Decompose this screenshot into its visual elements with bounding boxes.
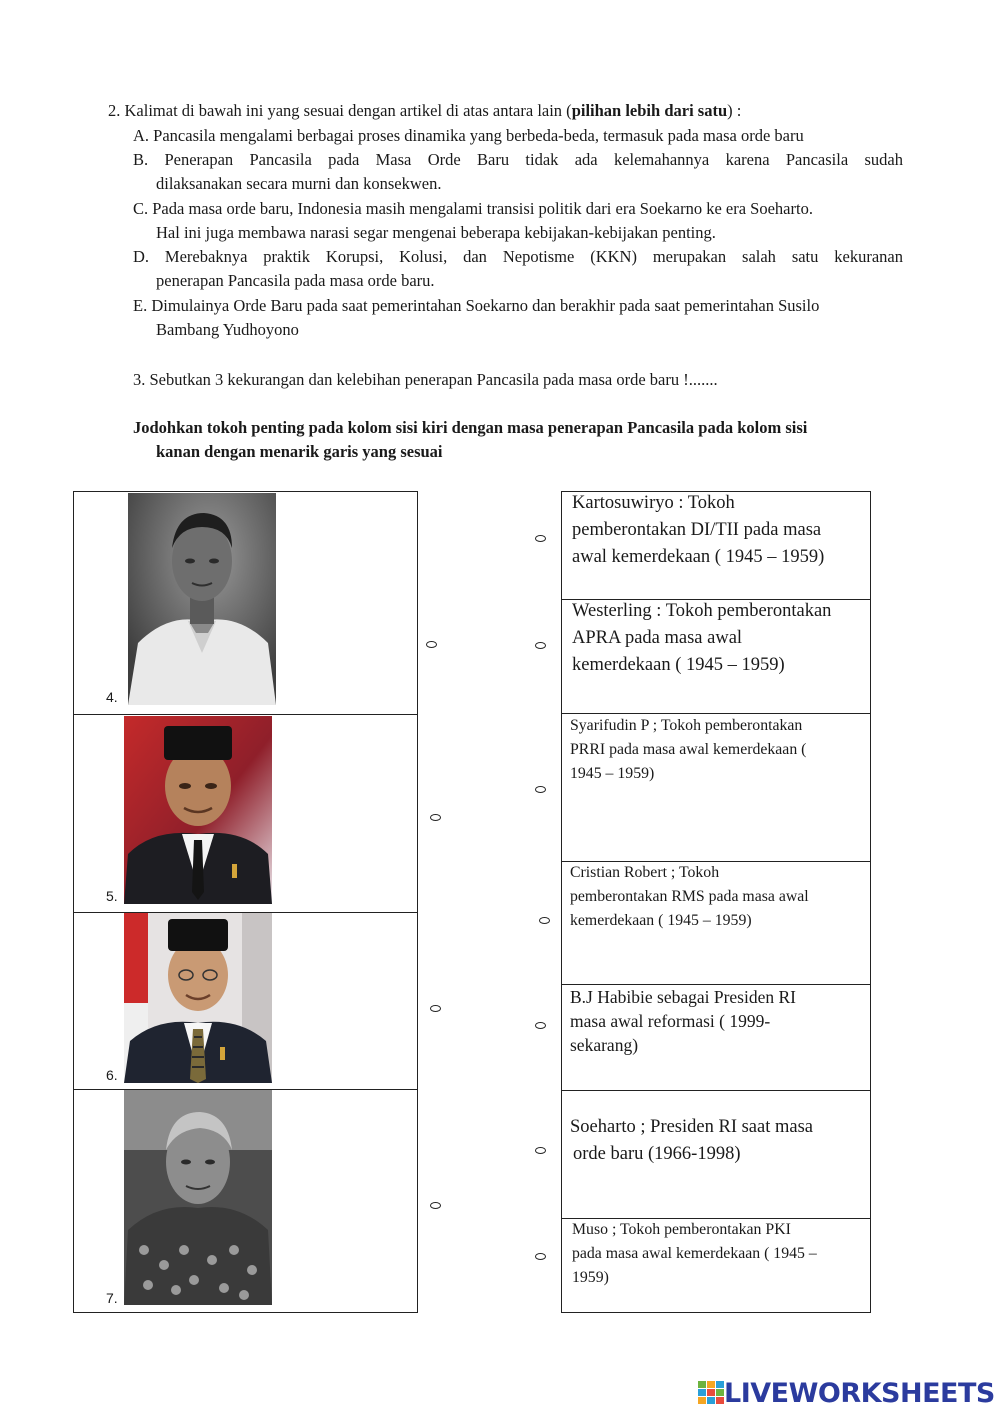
right-item-kartosuwiryo: Kartosuwiryo : Tokoh pemberontakan DI/TII pada masa awal kemerdekaan ( 1945 – 1959) [572, 493, 825, 567]
right-connector-5[interactable] [535, 1022, 546, 1029]
liveworksheets-text: LIVEWORKSHEETS [724, 1377, 995, 1409]
liveworksheets-watermark [698, 1377, 995, 1409]
item-number: 5. [106, 888, 118, 904]
right-connector-1[interactable] [535, 535, 546, 542]
right-item-cristian-robert: Cristian Robert ; Tokoh pemberontakan RMS pada masa awal kemerdekaan ( 1945 – 1959) [570, 864, 809, 929]
matching-instruction: Jodohkan tokoh penting pada kolom sisi kiri dengan masa penerapan Pancasila pada kolom sisi kanan dengan menarik garis yang sesuai [133, 418, 808, 461]
portrait-soeharto-color [124, 716, 272, 904]
right-connector-3[interactable] [535, 786, 546, 793]
left-column-table [73, 491, 418, 1313]
right-item-soeharto: Soeharto ; Presiden RI saat masa orde baru (1966-1998) [570, 1117, 814, 1164]
right-connector-6[interactable] [535, 1147, 546, 1154]
row-divider [562, 1090, 870, 1091]
option-b: B. Penerapan Pancasila pada Masa Orde Baru tidak ada kelemahannya karena Pancasila sudah dilaksanakan secara murni dan konsekwen. [133, 150, 903, 193]
liveworksheets-logo-icon [698, 1381, 724, 1405]
right-connector-2[interactable] [535, 642, 546, 649]
row-divider [74, 714, 417, 715]
portrait-habibie-color [124, 913, 272, 1083]
item-number: 4. [106, 689, 118, 705]
right-connector-7[interactable] [535, 1253, 546, 1260]
right-column-table [561, 491, 871, 1313]
right-connector-4[interactable] [539, 917, 550, 924]
right-item-habibie: B.J Habibie sebagai Presiden RI masa awal reformasi ( 1999- sekarang) [570, 987, 796, 1055]
item-number: 6. [106, 1067, 118, 1083]
question-3: 3. Sebutkan 3 kekurangan dan kelebihan penerapan Pancasila pada masa orde baru !....... [133, 370, 718, 389]
left-connector-6[interactable] [430, 1005, 441, 1012]
left-connector-7[interactable] [430, 1202, 441, 1209]
left-connector-5[interactable] [430, 814, 441, 821]
left-connector-4[interactable] [426, 641, 437, 648]
portrait-elderly-man-bw [124, 1090, 272, 1305]
question-2: 2. Kalimat di bawah ini yang sesuai dengan artikel di atas antara lain (pilihan lebih dari satu) : [108, 101, 742, 120]
portrait-man-white-suit-bw [128, 493, 276, 705]
option-d: D. Merebaknya praktik Korupsi, Kolusi, dan Nepotisme (KKN) merupakan salah satu kekuranan penerapan Pancasila pada masa orde baru. [133, 247, 903, 290]
right-item-muso: Muso ; Tokoh pemberontakan PKI pada masa awal kemerdekaan ( 1945 – 1959) [572, 1221, 817, 1286]
option-c: C. Pada masa orde baru, Indonesia masih mengalami transisi politik dari era Soekarno ke era Soeharto. Hal ini juga membawa narasi segar mengenai beberapa kebijakan-kebijakan penting. [133, 199, 813, 242]
option-e: E. Dimulainya Orde Baru pada saat pemerintahan Soekarno dan berakhir pada saat pemerintahan Susilo Bambang Yudhoyono [133, 296, 820, 339]
option-a: A. Pancasila mengalami berbagai proses dinamika yang berbeda-beda, termasuk pada masa orde baru [133, 126, 804, 145]
item-number: 7. [106, 1290, 118, 1306]
right-item-syarifudin: Syarifudin P ; Tokoh pemberontakan PRRI pada masa awal kemerdekaan ( 1945 – 1959) [570, 717, 807, 782]
right-item-westerling: Westerling : Tokoh pemberontakan APRA pada masa awal kemerdekaan ( 1945 – 1959) [572, 601, 832, 675]
